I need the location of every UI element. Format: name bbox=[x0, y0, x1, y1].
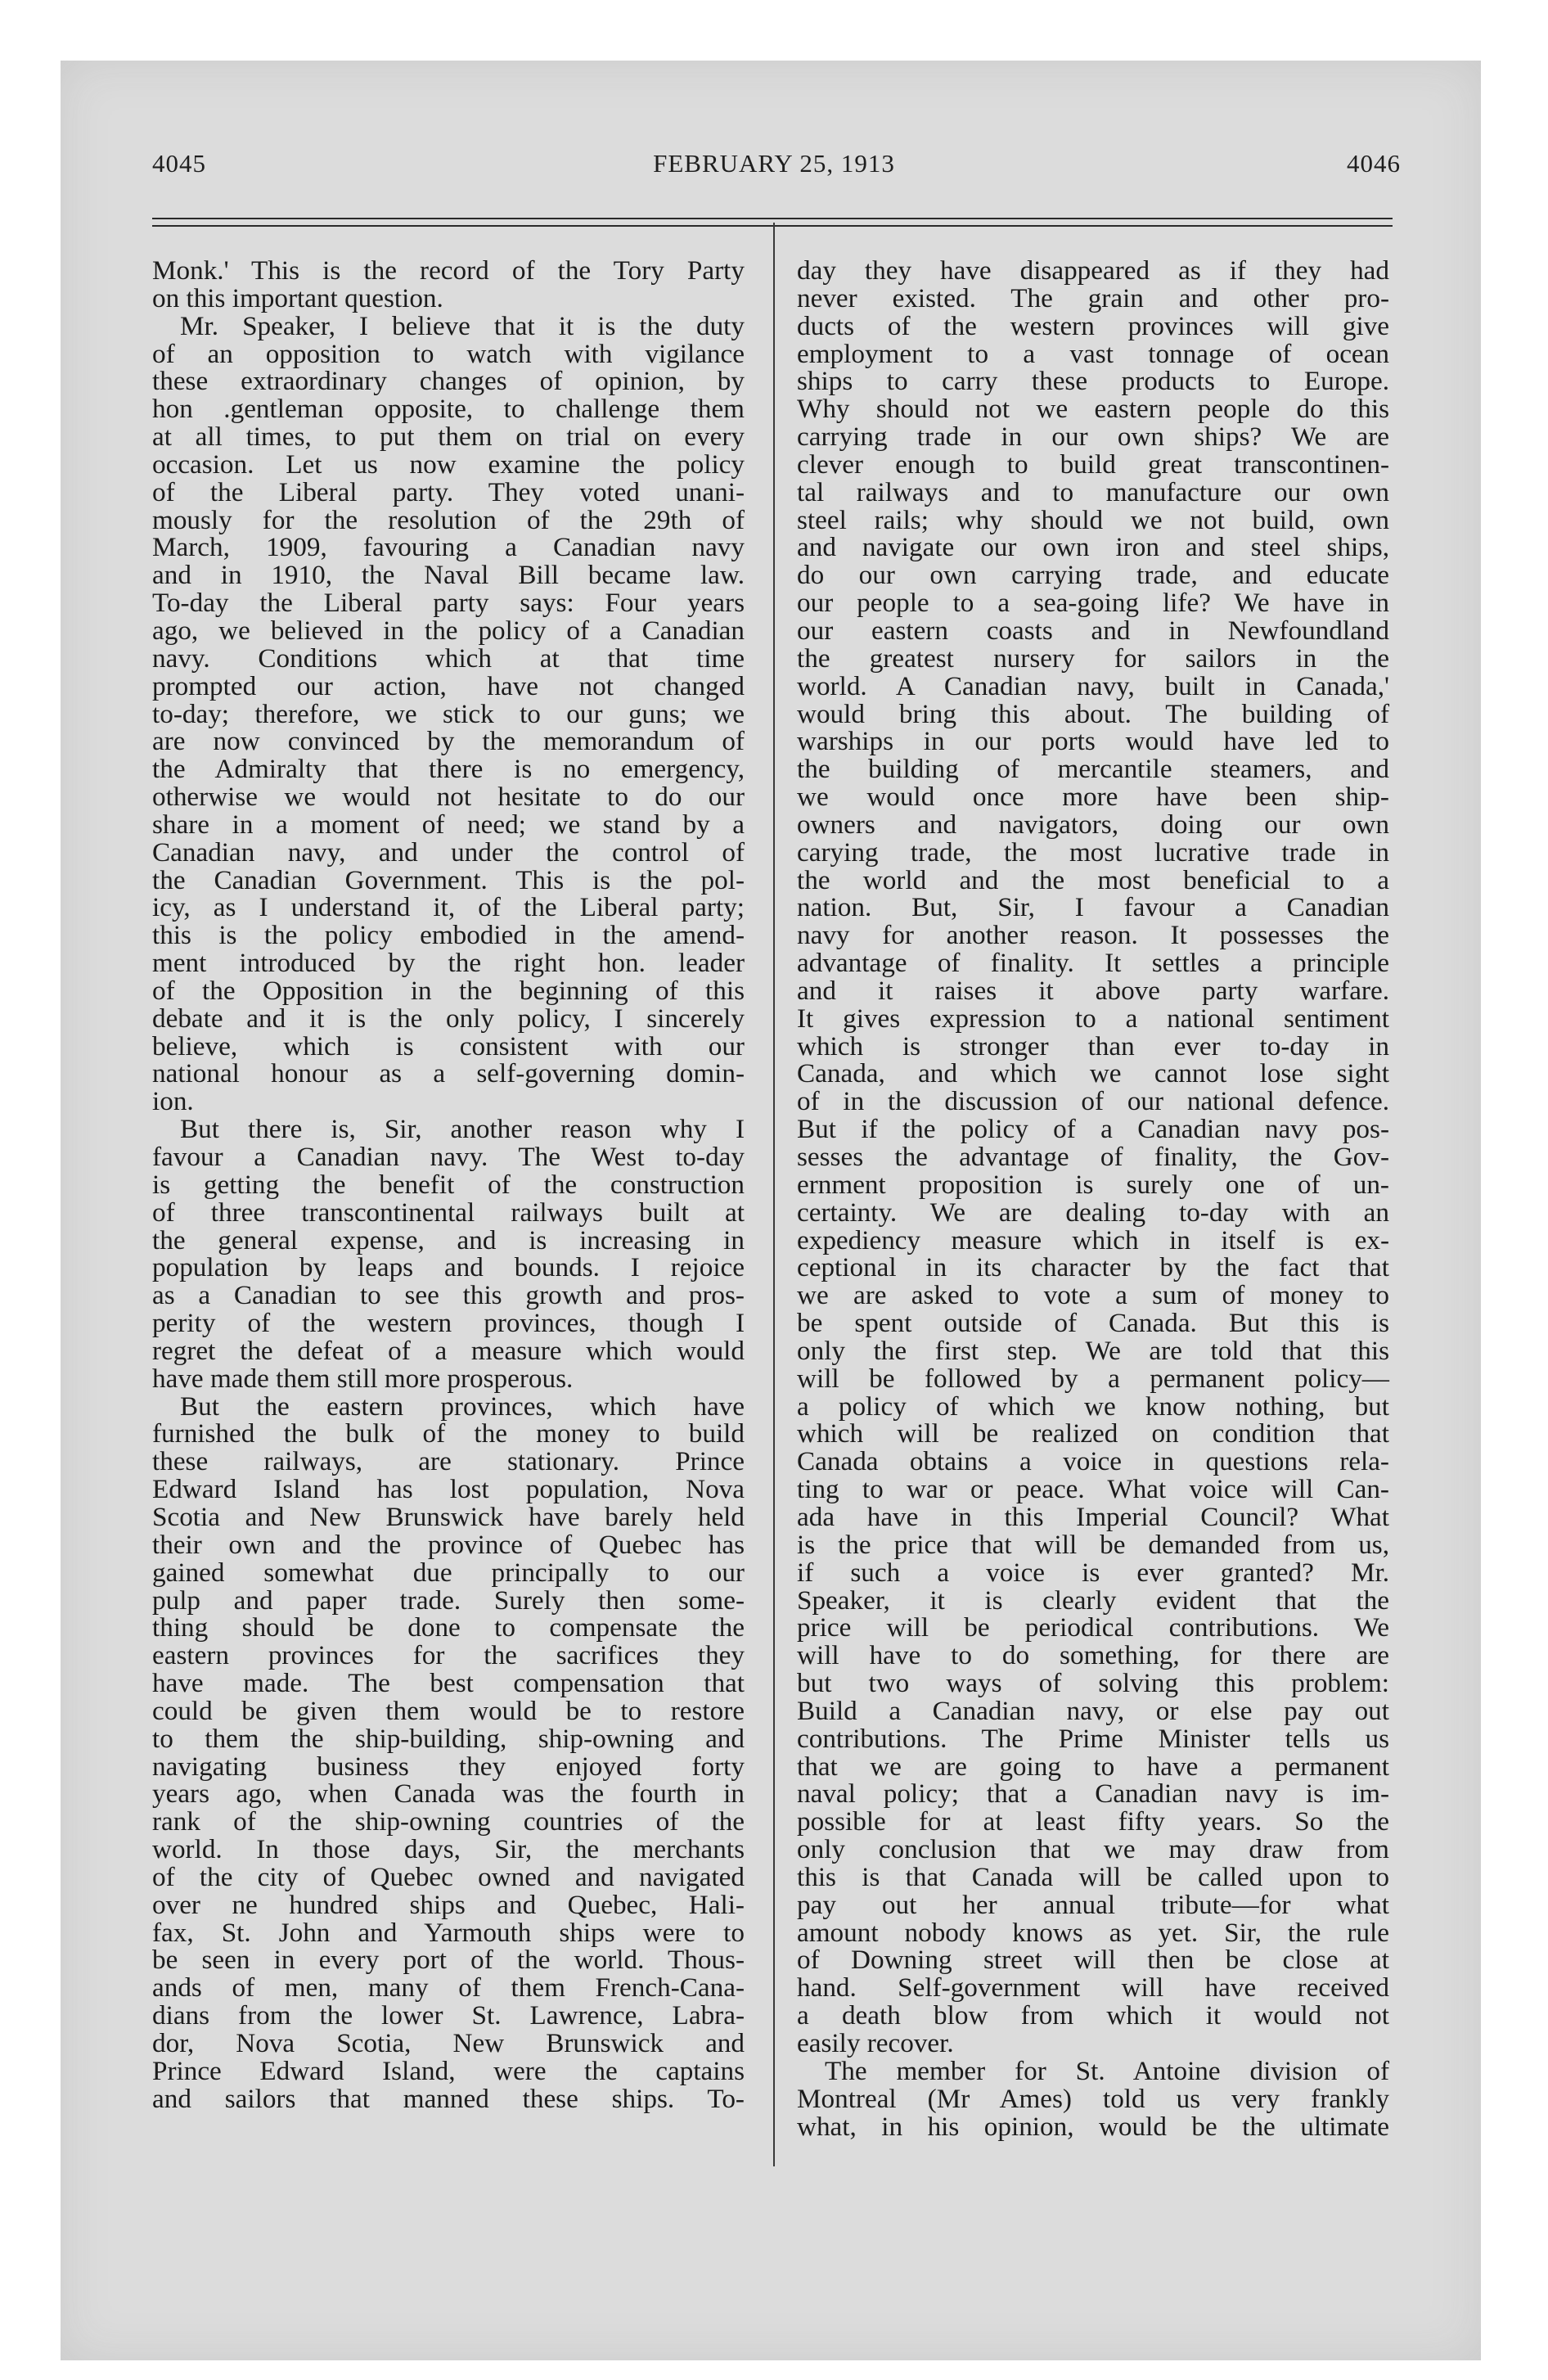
text-line: the building of mercantile steamers, and bbox=[797, 754, 1389, 785]
text-line: our eastern coasts and in Newfoundland bbox=[797, 615, 1389, 646]
text-line: ion. bbox=[152, 1086, 194, 1117]
text-line: the Canadian Government. This is the pol- bbox=[152, 864, 745, 895]
page-date-heading: FEBRUARY 25, 1913 bbox=[653, 149, 895, 178]
text-line: ment introduced by the right hon. leader bbox=[152, 948, 745, 979]
text-line: these extraordinary changes of opinion, by bbox=[152, 366, 745, 397]
text-line: thing should be done to compensate the bbox=[152, 1612, 745, 1643]
text-line: expediency measure which in itself is ex- bbox=[797, 1224, 1389, 1255]
text-line: dians from the lower St. Lawrence, Labra- bbox=[152, 2000, 745, 2031]
text-line: of an opposition to watch with vigilance bbox=[152, 338, 745, 369]
text-line: ceptional in its character by the fact that bbox=[797, 1252, 1389, 1283]
text-line: the Admiralty that there is no emergency, bbox=[152, 754, 745, 785]
text-line: and navigate our own iron and steel ships, bbox=[797, 532, 1389, 563]
header-rule-secondary bbox=[152, 225, 1393, 227]
text-line: Mr. Speaker, I believe that it is the duty bbox=[180, 310, 745, 341]
text-line: over ne hundred ships and Quebec, Hali- bbox=[152, 1889, 745, 1920]
text-line: ting to war or peace. What voice will Can- bbox=[797, 1474, 1389, 1505]
text-line: if such a voice is ever granted? Mr. bbox=[797, 1557, 1389, 1588]
left-text-column bbox=[152, 257, 745, 2113]
text-line: price will be periodical contributions. We bbox=[797, 1612, 1389, 1643]
text-line: ada have in this Imperial Council? What bbox=[797, 1501, 1389, 1532]
right-page-number: 4046 bbox=[1347, 149, 1401, 178]
text-line: ago, we believed in the policy of a Canadian bbox=[152, 615, 745, 646]
text-line: furnished the bulk of the money to build bbox=[152, 1418, 745, 1449]
text-line: this is the policy embodied in the amend- bbox=[152, 920, 745, 951]
text-line: will be followed by a permanent policy— bbox=[797, 1363, 1389, 1394]
right-text-column bbox=[797, 257, 1389, 2140]
text-line: navy for another reason. It possesses the bbox=[797, 920, 1389, 951]
text-line: hon .gentleman opposite, to challenge them bbox=[152, 394, 745, 425]
text-line: what, in his opinion, would be the ultimate bbox=[797, 2111, 1389, 2142]
text-line: share in a moment of need; we stand by a bbox=[152, 809, 745, 840]
text-line: fax, St. John and Yarmouth ships were to bbox=[152, 1917, 745, 1948]
text-line: navy. Conditions which at that time bbox=[152, 642, 745, 674]
text-line: debate and it is the only policy, I sincerely bbox=[152, 1003, 745, 1034]
text-line: nation. But, Sir, I favour a Canadian bbox=[797, 892, 1389, 923]
text-line: favour a Canadian navy. The West to-day bbox=[152, 1142, 745, 1172]
text-line: and sailors that manned these ships. To- bbox=[152, 2083, 745, 2114]
text-line: only the first step. We are told that this bbox=[797, 1335, 1389, 1366]
text-line: ernment proposition is surely one of un- bbox=[797, 1169, 1389, 1200]
text-line: of the Liberal party. They voted unani- bbox=[152, 476, 745, 507]
text-line: of the city of Quebec owned and navigated bbox=[152, 1861, 745, 1892]
text-line: mously for the resolution of the 29th of bbox=[152, 504, 745, 535]
text-line: carrying trade in our own ships? We are bbox=[797, 421, 1389, 453]
text-line: pulp and paper trade. Surely then some- bbox=[152, 1584, 745, 1616]
text-line: this is that Canada will be called upon to bbox=[797, 1861, 1389, 1892]
text-line: occasion. Let us now examine the policy bbox=[152, 449, 745, 480]
text-line: pay out her annual tribute—for what bbox=[797, 1889, 1389, 1920]
text-line: have made. The best compensation that bbox=[152, 1668, 745, 1699]
text-line: regret the defeat of a measure which would bbox=[152, 1335, 745, 1366]
text-line: the world and the most beneficial to a bbox=[797, 864, 1389, 895]
text-line: years ago, when Canada was the fourth in bbox=[152, 1778, 745, 1810]
text-line: our people to a sea-going life? We have in bbox=[797, 588, 1389, 619]
text-line: amount nobody knows as yet. Sir, the rule bbox=[797, 1917, 1389, 1948]
text-line: certainty. We are dealing to-day with an bbox=[797, 1197, 1389, 1228]
text-line: but two ways of solving this problem: bbox=[797, 1668, 1389, 1699]
text-line: Prince Edward Island, were the captains bbox=[152, 2055, 745, 2086]
header-rule bbox=[152, 218, 1393, 219]
text-line: believe, which is consistent with our bbox=[152, 1030, 745, 1062]
text-line: But if the policy of a Canadian navy pos- bbox=[797, 1114, 1389, 1145]
text-line: of the Opposition in the beginning of this bbox=[152, 975, 745, 1006]
text-line: world. In those days, Sir, the merchants bbox=[152, 1834, 745, 1865]
text-line: could be given them would be to restore bbox=[152, 1695, 745, 1726]
text-line: the general expense, and is increasing in bbox=[152, 1224, 745, 1255]
text-line: which will be realized on condition that bbox=[797, 1418, 1389, 1449]
text-line: ands of men, many of them French-Cana- bbox=[152, 1972, 745, 2004]
text-line: of Downing street will then be close at bbox=[797, 1945, 1389, 1976]
text-line: hand. Self-government will have received bbox=[797, 1972, 1389, 2004]
text-line: gained somewhat due principally to our bbox=[152, 1557, 745, 1588]
text-line: steel rails; why should we not build, own bbox=[797, 504, 1389, 535]
text-line: Edward Island has lost population, Nova bbox=[152, 1474, 745, 1505]
column-divider bbox=[773, 223, 775, 2166]
left-page-number: 4045 bbox=[152, 149, 206, 178]
text-line: rank of the ship-owning countries of the bbox=[152, 1806, 745, 1837]
text-line: that we are going to have a permanent bbox=[797, 1751, 1389, 1782]
text-line: eastern provinces for the sacrifices they bbox=[152, 1640, 745, 1671]
text-line: perity of the western provinces, though I bbox=[152, 1308, 745, 1339]
text-line: The member for St. Antoine division of bbox=[825, 2055, 1389, 2086]
text-line: Canada, and which we cannot lose sight bbox=[797, 1058, 1389, 1089]
text-line: have made them still more prosperous. bbox=[152, 1363, 574, 1394]
text-line: Canadian navy, and under the control of bbox=[152, 836, 745, 868]
text-line: on this important question. bbox=[152, 282, 443, 313]
text-line: It gives expression to a national sentiment bbox=[797, 1003, 1389, 1034]
text-line: and in 1910, the Naval Bill became law. bbox=[152, 560, 745, 591]
text-line: easily recover. bbox=[797, 2028, 954, 2058]
text-line: a policy of which we know nothing, but bbox=[797, 1391, 1389, 1422]
text-line: a death blow from which it would not bbox=[797, 2000, 1389, 2031]
text-line: day they have disappeared as if they had bbox=[797, 255, 1389, 286]
text-line: icy, as I understand it, of the Liberal party; bbox=[152, 892, 745, 923]
text-line: prompted our action, have not changed bbox=[152, 670, 745, 701]
text-line: we are asked to vote a sum of money to bbox=[797, 1280, 1389, 1311]
text-line: we would once more have been ship- bbox=[797, 782, 1389, 813]
text-line: are now convinced by the memorandum of bbox=[152, 726, 745, 757]
text-line: warships in our ports would have led to bbox=[797, 726, 1389, 757]
text-line: advantage of finality. It settles a principle bbox=[797, 948, 1389, 979]
text-line: which is stronger than ever to-day in bbox=[797, 1030, 1389, 1062]
text-line: do our own carrying trade, and educate bbox=[797, 560, 1389, 591]
text-line: their own and the province of Quebec has bbox=[152, 1529, 745, 1560]
text-line: is getting the benefit of the construction bbox=[152, 1169, 745, 1200]
text-line: is the price that will be demanded from us, bbox=[797, 1529, 1389, 1560]
text-line: at all times, to put them on trial on every bbox=[152, 421, 745, 453]
text-line: Scotia and New Brunswick have barely held bbox=[152, 1501, 745, 1532]
text-line: these railways, are stationary. Prince bbox=[152, 1446, 745, 1477]
text-line: ships to carry these products to Europe. bbox=[797, 366, 1389, 397]
text-line: navigating business they enjoyed forty bbox=[152, 1751, 745, 1782]
text-line: tal railways and to manufacture our own bbox=[797, 476, 1389, 507]
text-line: To-day the Liberal party says: Four years bbox=[152, 588, 745, 619]
text-line: of in the discussion of our national defence. bbox=[797, 1086, 1389, 1117]
text-line: Canada obtains a voice in questions rela- bbox=[797, 1446, 1389, 1477]
text-line: be seen in every port of the world. Thous- bbox=[152, 1945, 745, 1976]
text-line: carying trade, the most lucrative trade in bbox=[797, 836, 1389, 868]
text-line: clever enough to build great transcontinen- bbox=[797, 449, 1389, 480]
text-line: only conclusion that we may draw from bbox=[797, 1834, 1389, 1865]
text-line: population by leaps and bounds. I rejoice bbox=[152, 1252, 745, 1283]
text-line: dor, Nova Scotia, New Brunswick and bbox=[152, 2028, 745, 2058]
text-line: Build a Canadian navy, or else pay out bbox=[797, 1695, 1389, 1726]
text-line: the greatest nursery for sailors in the bbox=[797, 642, 1389, 674]
text-line: and it raises it above party warfare. bbox=[797, 975, 1389, 1006]
text-line: Speaker, it is clearly evident that the bbox=[797, 1584, 1389, 1616]
text-line: be spent outside of Canada. But this is bbox=[797, 1308, 1389, 1339]
text-line: to-day; therefore, we stick to our guns; we bbox=[152, 698, 745, 729]
text-line: of three transcontinental railways built at bbox=[152, 1197, 745, 1228]
text-line: ducts of the western provinces will give bbox=[797, 310, 1389, 341]
text-line: sesses the advantage of finality, the Gov- bbox=[797, 1142, 1389, 1172]
text-line: Why should not we eastern people do this bbox=[797, 394, 1389, 425]
text-line: But the eastern provinces, which have bbox=[180, 1391, 745, 1422]
text-line: will have to do something, for there are bbox=[797, 1640, 1389, 1671]
text-line: naval policy; that a Canadian navy is im- bbox=[797, 1778, 1389, 1810]
text-line: contributions. The Prime Minister tells us bbox=[797, 1723, 1389, 1754]
text-line: Monk.' This is the record of the Tory Party bbox=[152, 255, 745, 286]
text-line: possible for at least fifty years. So the bbox=[797, 1806, 1389, 1837]
text-line: as a Canadian to see this growth and pros- bbox=[152, 1280, 745, 1311]
text-line: employment to a vast tonnage of ocean bbox=[797, 338, 1389, 369]
text-line: never existed. The grain and other pro- bbox=[797, 282, 1389, 313]
text-line: otherwise we would not hesitate to do our bbox=[152, 782, 745, 813]
text-line: Montreal (Mr Ames) told us very frankly bbox=[797, 2083, 1389, 2114]
text-line: owners and navigators, doing our own bbox=[797, 809, 1389, 840]
text-line: But there is, Sir, another reason why I bbox=[180, 1114, 745, 1145]
text-line: March, 1909, favouring a Canadian navy bbox=[152, 532, 745, 563]
text-line: national honour as a self-governing domin- bbox=[152, 1058, 745, 1089]
text-line: would bring this about. The building of bbox=[797, 698, 1389, 729]
text-line: world. A Canadian navy, built in Canada,' bbox=[797, 670, 1389, 701]
text-line: to them the ship-building, ship-owning and bbox=[152, 1723, 745, 1754]
